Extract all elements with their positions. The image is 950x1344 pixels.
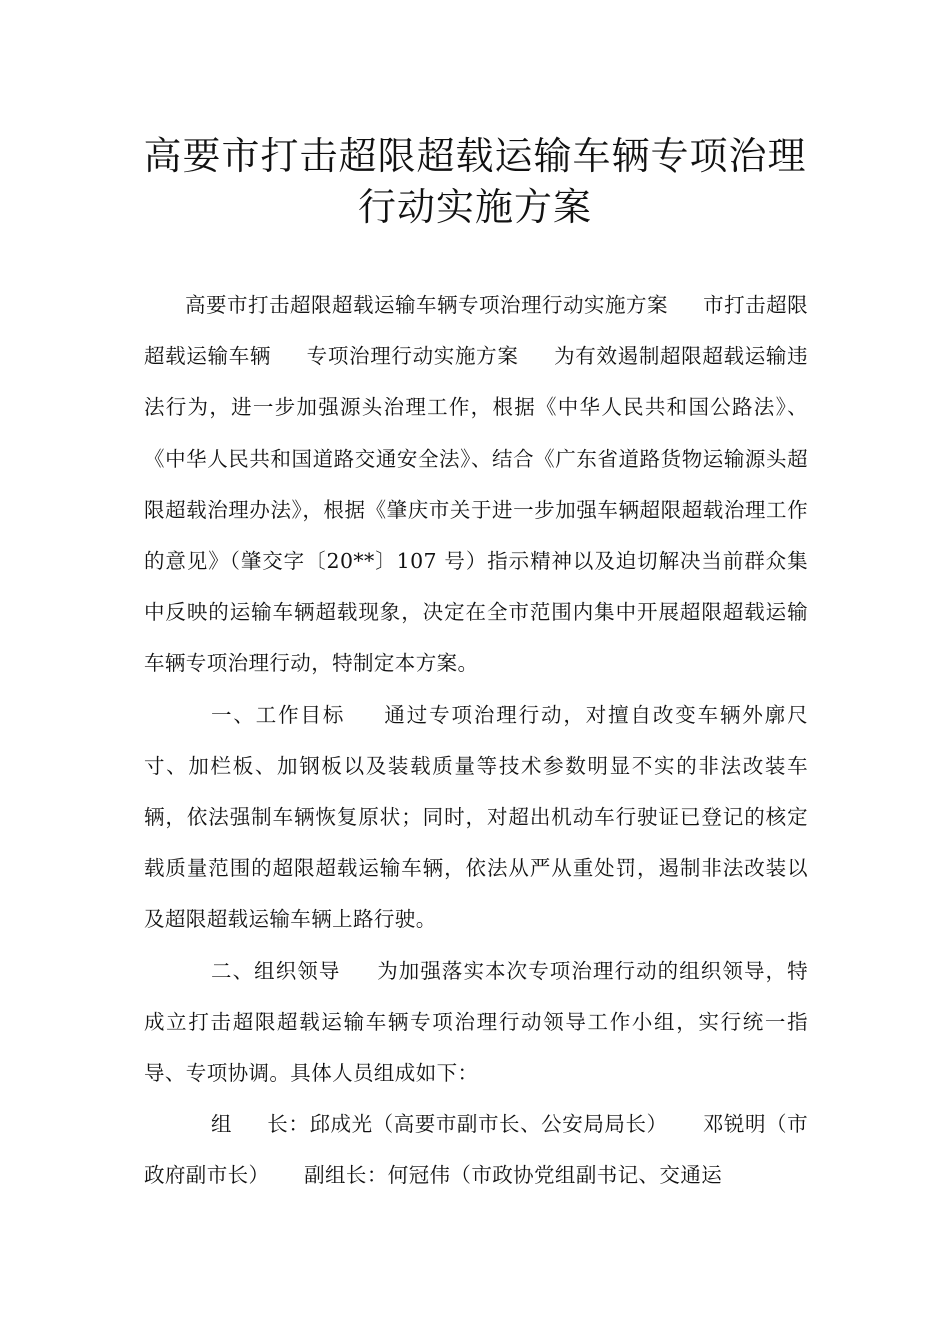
document-title-line-1: 高要市打击超限超载运输车辆专项治理: [143, 134, 807, 178]
paragraph-organization: 二、组织领导 为加强落实本次专项治理行动的组织领导，特成立打击超限超载运输车辆专项治理行动领导工作小组，实行统一指导、专项协调。具体人员组成如下：: [144, 958, 808, 1086]
document-body: [144, 280, 808, 1202]
document-title-line-2: 行动实施方案: [357, 185, 592, 229]
paragraph-intro: 高要市打击超限超载运输车辆专项治理行动实施方案 市打击超限超载运输车辆 专项治理行动实施方案 为有效遏制超限超载运输违法行为，进一步加强源头治理工作，根据《中华人民共和国公路法》、《中华人民共和国道路交通安全法》、结合《广东省道路货物运输源头超限超载治理办法》，根据《肇庆市关于进一步加强车辆超限超载治理工作的意见》（肇交字〔20**〕107 号）指示精神以及迫切解决当前群众集中反映的运输车辆超载现象，决定在全市范围内集中开展超限超载运输车辆专项治理行动，特制定本方案。: [144, 293, 808, 676]
paragraph-work-goals: 一、工作目标 通过专项治理行动，对擅自改变车辆外廓尺寸、加栏板、加钢板以及装载质量等技术参数明显不实的非法改装车辆，依法强制车辆恢复原状；同时，对超出机动车行驶证已登记的核定载质量范围的超限超载运输车辆，依法从严从重处罚，遏制非法改装以及超限超载运输车辆上路行驶。: [144, 702, 808, 932]
paragraph-members: 组 长：邱成光（高要市副市长、公安局局长） 邓锐明（市政府副市长） 副组长：何冠伟（市政协党组副书记、交通运: [144, 1112, 808, 1188]
